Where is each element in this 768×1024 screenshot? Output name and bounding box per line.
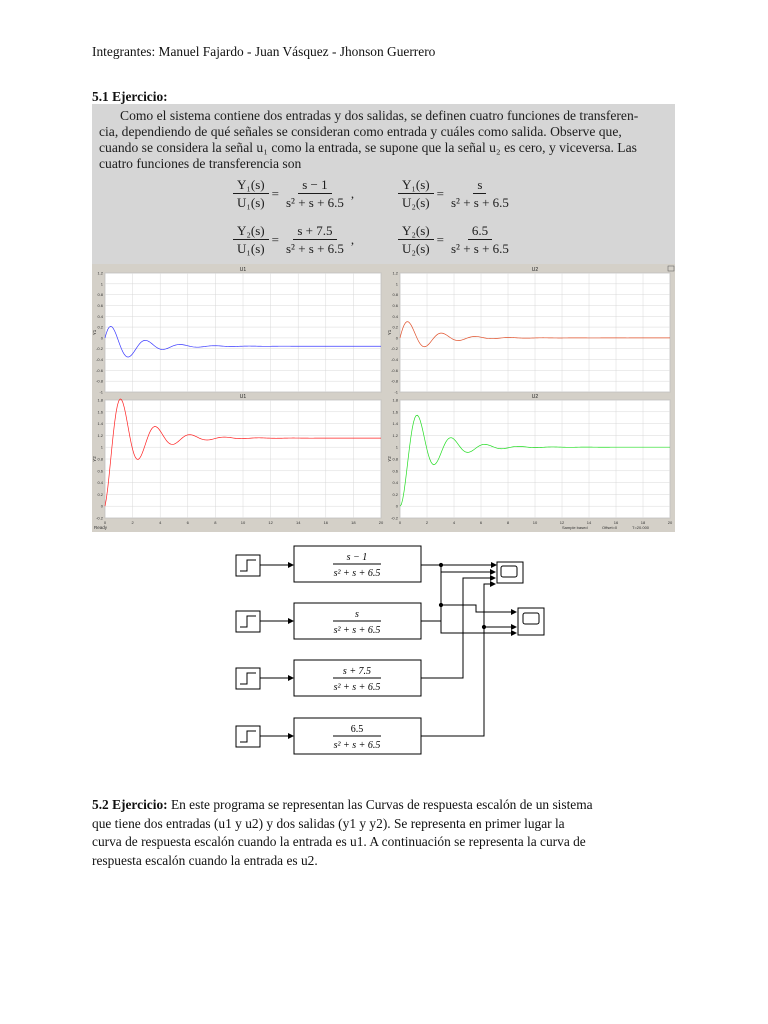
y-axis-label: Y2	[92, 456, 97, 462]
y-tick-label: 1.4	[392, 421, 398, 427]
y-tick-label: 0.8	[392, 456, 398, 462]
y-axis-label: Y2	[387, 456, 392, 462]
transfer-fcn-block-1	[294, 546, 421, 582]
section2-line-3: curva de respuesta escalón cuando la entrada es u1. A continuación se representa la curva de	[92, 834, 586, 850]
x-tick-label: 0	[398, 520, 402, 525]
x-tick-label: 14	[295, 520, 301, 525]
y-tick-label: -0.2	[391, 346, 398, 352]
x-tick-label: 12	[559, 520, 565, 525]
x-tick-label: 10	[532, 520, 538, 525]
tf-comma: ,	[350, 231, 355, 247]
block-den: s² + s + 6.5	[333, 682, 381, 693]
x-tick-label: 4	[159, 520, 162, 525]
excerpt-line-1: Como el sistema contiene dos entradas y dos salidas, se definen cuatro funciones de transferen-	[120, 108, 639, 123]
section2-line-1: En este programa se representan las Curvas de respuesta escalón de un sistema	[167, 797, 593, 812]
y-tick-label: 0.8	[97, 292, 103, 298]
y-tick-label: 0.2	[97, 324, 103, 330]
y-tick-label: 0.2	[392, 491, 398, 497]
y-tick-label: -0.6	[391, 367, 398, 373]
y-tick-label: 0.2	[97, 491, 103, 497]
y-tick-label: 0.8	[97, 456, 103, 462]
tf-rhs-den: s² + s + 6.5	[450, 195, 509, 210]
block-den: s² + s + 6.5	[333, 625, 381, 636]
x-tick-label: 6	[479, 520, 483, 525]
block-num: s	[355, 609, 359, 620]
x-tick-label: 6	[186, 520, 189, 525]
x-tick-label: 18	[640, 520, 646, 525]
tf-y2-u2: $\frac{\text{Y₂(s)}}{\text{U₂(s)}}$ = $\frac{6.5}{\text{s² + s + 6.5}}$	[395, 222, 516, 257]
tf-comma: ,	[350, 185, 355, 201]
tf-lhs-num: Y₁(s)	[398, 176, 434, 194]
excerpt-line-4: cuatro funciones de transferencia son	[99, 156, 302, 171]
y-tick-label: 0.4	[392, 313, 398, 319]
plot-title: U2	[531, 394, 539, 400]
y-tick-label: 1.8	[392, 397, 398, 403]
plot-title: U1	[239, 394, 247, 400]
y-tick-label: 0.2	[392, 324, 398, 330]
status-field: Sample based	[562, 525, 588, 530]
x-tick-label: 8	[214, 520, 217, 525]
y-tick-label: 0	[100, 335, 103, 341]
y-tick-label: -1	[99, 389, 103, 395]
y-tick-label: 0	[395, 335, 398, 341]
block-num: s − 1	[346, 552, 368, 563]
y-axis-label: Y1	[92, 329, 97, 336]
x-tick-label: 12	[268, 520, 273, 525]
x-tick-label: 16	[613, 520, 619, 525]
tf-lhs-num: Y₂(s)	[398, 222, 434, 240]
y-tick-label: 1.2	[97, 432, 103, 438]
x-tick-label: 0	[103, 520, 107, 525]
section1-title: 5.1 Ejercicio:	[92, 89, 168, 104]
block-num: s + 7.5	[342, 666, 372, 677]
y-tick-label: -0.2	[96, 346, 103, 352]
tf-lhs-den: U₂(s)	[402, 195, 430, 210]
step-source-2	[236, 611, 260, 632]
section2-title: 5.2 Ejercicio:	[92, 797, 168, 812]
status-ready: Ready	[94, 525, 108, 530]
step-source-1	[236, 555, 260, 576]
y-tick-label: 1	[395, 444, 398, 450]
tf-lhs-num: Y₁(s)	[233, 176, 269, 194]
plot-title: U1	[239, 267, 247, 273]
excerpt-line-2: cia, dependiendo de qué señales se consideran como entrada y cuáles como salida. Observe que,	[99, 124, 622, 139]
tf-rhs-den: s² + s + 6.5	[285, 241, 344, 256]
transfer-fcn-block-4	[294, 718, 421, 754]
y-tick-label: 1	[100, 444, 103, 450]
y-tick-label: 1.2	[392, 432, 398, 438]
plot-title: U2	[531, 267, 539, 273]
step-source-4	[236, 726, 260, 747]
y-tick-label: 0	[395, 503, 398, 509]
y-tick-label: 1.2	[97, 270, 103, 276]
transfer-fcn-block-2	[294, 603, 421, 639]
tf-rhs-num: 6.5	[468, 222, 492, 240]
section2-paragraph	[92, 796, 678, 870]
y-tick-label: 1.2	[392, 270, 398, 276]
y-tick-label: 0.6	[97, 302, 103, 308]
y-tick-label: -0.2	[391, 515, 398, 521]
y-tick-label: 1	[100, 281, 103, 287]
transfer-fcn-block-3	[294, 660, 421, 696]
y-tick-label: 0.6	[392, 302, 398, 308]
y-tick-label: 1.8	[97, 397, 103, 403]
y-tick-label: -0.8	[96, 378, 103, 384]
y-tick-label: 0.4	[97, 313, 103, 319]
y-tick-label: 0.6	[97, 468, 103, 474]
tf-y1-u1: $\frac{\text{Y₁(s)}}{\text{U₁(s)}}$ = $\frac{s - 1}{\text{s² + s + 6.5}}$ ,	[230, 176, 354, 211]
x-tick-label: 2	[131, 520, 134, 525]
scope-block-2	[518, 608, 544, 635]
y-tick-label: 1.6	[392, 409, 398, 415]
tf-lhs-den: U₁(s)	[237, 241, 265, 256]
section2-line-2: que tiene dos entradas (u1 y u2) y dos salidas (y1 y y2). Se representa en primer lugar la	[92, 815, 565, 831]
block-den: s² + s + 6.5	[333, 740, 381, 751]
y-tick-label: 1.6	[97, 409, 103, 415]
x-tick-label: 4	[452, 520, 456, 525]
step-source-3	[236, 668, 260, 689]
excerpt-line-3: cuando se considera la señal u₁ como la entrada, se supone que la señal u₂ es cero, y viceversa. Las	[99, 140, 637, 155]
y-tick-label: 0.4	[392, 480, 398, 486]
x-tick-label: 14	[586, 520, 592, 525]
x-tick-label: 20	[378, 520, 384, 525]
status-field: Offset=0	[602, 525, 618, 530]
tf-lhs-num: Y₂(s)	[233, 222, 269, 240]
integrantes-line: Integrantes: Manuel Fajardo - Juan Vásquez - Jhonson Guerrero	[92, 44, 436, 59]
y-tick-label: -0.4	[391, 357, 398, 363]
tf-lhs-den: U₂(s)	[402, 241, 430, 256]
tf-y1-u2: $\frac{\text{Y₁(s)}}{\text{U₂(s)}}$ = $\frac{s}{\text{s² + s + 6.5}}$	[395, 176, 516, 211]
x-tick-label: 18	[351, 520, 356, 525]
block-den: s² + s + 6.5	[333, 568, 381, 579]
x-tick-label: 2	[425, 520, 429, 525]
tf-rhs-num: s − 1	[298, 176, 331, 194]
y-tick-label: 0.8	[392, 292, 398, 298]
tf-rhs-den: s² + s + 6.5	[285, 195, 344, 210]
y-tick-label: 0.4	[97, 480, 103, 486]
x-tick-label: 10	[240, 520, 246, 525]
scope-block-1	[497, 562, 523, 583]
tf-rhs-num: s + 7.5	[293, 222, 336, 240]
y-tick-label: 0.6	[392, 468, 398, 474]
y-tick-label: -0.8	[391, 378, 398, 384]
y-axis-label: Y1	[387, 329, 392, 336]
y-tick-label: 0	[100, 503, 103, 509]
x-tick-label: 16	[323, 520, 329, 525]
section2-line-4: respuesta escalón cuando la entrada es u2.	[92, 852, 318, 868]
tf-y2-u1: $\frac{\text{Y₂(s)}}{\text{U₁(s)}}$ = $\frac{s + 7.5}{\text{s² + s + 6.5}}$ ,	[230, 222, 354, 257]
block-num: 6.5	[350, 724, 364, 735]
y-tick-label: -1	[394, 389, 398, 395]
status-field: T=20.000	[632, 525, 650, 530]
y-tick-label: -0.2	[96, 515, 103, 521]
x-tick-label: 8	[506, 520, 510, 525]
y-tick-label: -0.4	[96, 357, 103, 363]
tf-lhs-den: U₁(s)	[237, 195, 265, 210]
tf-rhs-den: s² + s + 6.5	[450, 241, 509, 256]
tf-rhs-num: s	[473, 176, 486, 194]
x-tick-label: 20	[667, 520, 673, 525]
y-tick-label: 1	[395, 281, 398, 287]
y-tick-label: -0.6	[96, 367, 103, 373]
y-tick-label: 1.4	[97, 421, 103, 427]
